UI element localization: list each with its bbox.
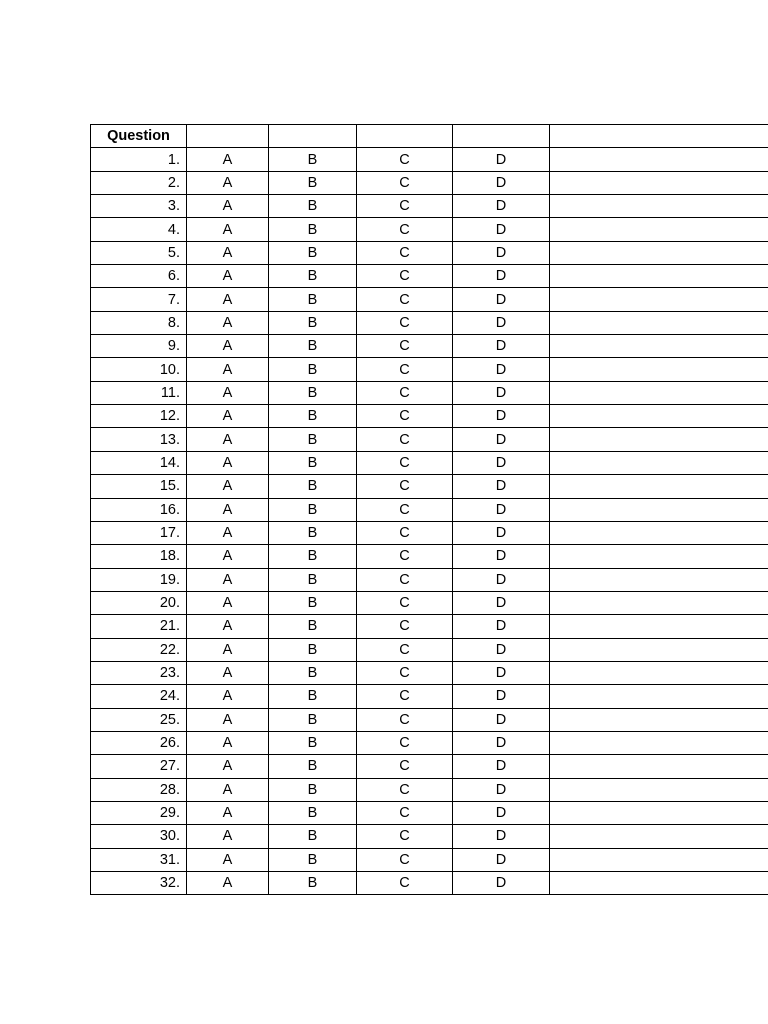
answer-blank-cell <box>550 801 768 824</box>
answer-blank-cell <box>550 778 768 801</box>
answer-blank-cell <box>550 545 768 568</box>
question-row <box>91 801 768 824</box>
question-number: 27. <box>91 755 187 778</box>
header-blank-cell <box>187 125 269 148</box>
choice-d[interactable]: D <box>453 311 550 334</box>
answer-blank-cell <box>550 498 768 521</box>
question-row <box>91 615 768 638</box>
answer-blank-cell <box>550 475 768 498</box>
choice-c[interactable]: C <box>357 872 453 895</box>
answer-blank-cell <box>550 568 768 591</box>
choice-a[interactable]: A <box>187 451 269 474</box>
question-number: 20. <box>91 591 187 614</box>
question-number: 15. <box>91 475 187 498</box>
choice-a[interactable]: A <box>187 405 269 428</box>
choice-c[interactable]: C <box>357 615 453 638</box>
question-row <box>91 451 768 474</box>
question-number: 18. <box>91 545 187 568</box>
answer-blank-cell <box>550 195 768 218</box>
question-row <box>91 498 768 521</box>
choice-b[interactable]: B <box>269 872 357 895</box>
choice-a[interactable]: A <box>187 265 269 288</box>
choice-c[interactable]: C <box>357 801 453 824</box>
answer-blank-cell <box>550 615 768 638</box>
answer-blank-cell <box>550 638 768 661</box>
choice-d[interactable]: D <box>453 801 550 824</box>
choice-a[interactable]: A <box>187 335 269 358</box>
question-number: 23. <box>91 661 187 684</box>
question-row <box>91 661 768 684</box>
choice-c[interactable]: C <box>357 731 453 754</box>
choice-a[interactable]: A <box>187 545 269 568</box>
choice-c[interactable]: C <box>357 498 453 521</box>
question-row <box>91 288 768 311</box>
choice-c[interactable]: C <box>357 708 453 731</box>
choice-c[interactable]: C <box>357 475 453 498</box>
question-number: 26. <box>91 731 187 754</box>
question-number: 12. <box>91 405 187 428</box>
choice-d[interactable]: D <box>453 195 550 218</box>
choice-a[interactable]: A <box>187 148 269 171</box>
choice-b[interactable]: B <box>269 148 357 171</box>
question-row <box>91 825 768 848</box>
answer-blank-cell <box>550 521 768 544</box>
choice-d[interactable]: D <box>453 591 550 614</box>
question-row <box>91 218 768 241</box>
choice-b[interactable]: B <box>269 825 357 848</box>
header-blank-cell <box>550 125 768 148</box>
choice-b[interactable]: B <box>269 381 357 404</box>
choice-a[interactable]: A <box>187 872 269 895</box>
choice-b[interactable]: B <box>269 405 357 428</box>
header-blank-cell <box>357 125 453 148</box>
choice-b[interactable]: B <box>269 545 357 568</box>
choice-b[interactable]: B <box>269 685 357 708</box>
choice-d[interactable]: D <box>453 521 550 544</box>
choice-d[interactable]: D <box>453 265 550 288</box>
choice-c[interactable]: C <box>357 358 453 381</box>
choice-b[interactable]: B <box>269 241 357 264</box>
choice-c[interactable]: C <box>357 848 453 871</box>
question-number: 16. <box>91 498 187 521</box>
question-number: 7. <box>91 288 187 311</box>
choice-a[interactable]: A <box>187 218 269 241</box>
choice-b[interactable]: B <box>269 358 357 381</box>
choice-b[interactable]: B <box>269 288 357 311</box>
choice-b[interactable]: B <box>269 755 357 778</box>
choice-b[interactable]: B <box>269 171 357 194</box>
answer-sheet-body <box>91 125 768 895</box>
answer-blank-cell <box>550 148 768 171</box>
choice-a[interactable]: A <box>187 848 269 871</box>
question-number: 19. <box>91 568 187 591</box>
choice-c[interactable]: C <box>357 195 453 218</box>
choice-a[interactable]: A <box>187 731 269 754</box>
question-number: 9. <box>91 335 187 358</box>
answer-blank-cell <box>550 848 768 871</box>
choice-a[interactable]: A <box>187 755 269 778</box>
answer-blank-cell <box>550 358 768 381</box>
answer-blank-cell <box>550 872 768 895</box>
choice-c[interactable]: C <box>357 755 453 778</box>
header-blank-cell <box>453 125 550 148</box>
choice-d[interactable]: D <box>453 708 550 731</box>
choice-a[interactable]: A <box>187 428 269 451</box>
choice-a[interactable]: A <box>187 195 269 218</box>
choice-c[interactable]: C <box>357 218 453 241</box>
question-number: 32. <box>91 872 187 895</box>
choice-a[interactable]: A <box>187 568 269 591</box>
choice-a[interactable]: A <box>187 638 269 661</box>
question-number: 6. <box>91 265 187 288</box>
question-row <box>91 171 768 194</box>
question-row <box>91 685 768 708</box>
question-number: 22. <box>91 638 187 661</box>
choice-c[interactable]: C <box>357 381 453 404</box>
question-number: 4. <box>91 218 187 241</box>
choice-d[interactable]: D <box>453 475 550 498</box>
choice-d[interactable]: D <box>453 848 550 871</box>
choice-c[interactable]: C <box>357 148 453 171</box>
choice-b[interactable]: B <box>269 335 357 358</box>
question-row <box>91 428 768 451</box>
question-number: 21. <box>91 615 187 638</box>
choice-d[interactable]: D <box>453 288 550 311</box>
choice-a[interactable]: A <box>187 358 269 381</box>
choice-d[interactable]: D <box>453 545 550 568</box>
answer-blank-cell <box>550 708 768 731</box>
choice-c[interactable]: C <box>357 171 453 194</box>
choice-d[interactable]: D <box>453 358 550 381</box>
choice-b[interactable]: B <box>269 521 357 544</box>
question-number: 3. <box>91 195 187 218</box>
answer-blank-cell <box>550 451 768 474</box>
choice-a[interactable]: A <box>187 381 269 404</box>
choice-d[interactable]: D <box>453 755 550 778</box>
choice-d[interactable]: D <box>453 171 550 194</box>
question-number: 14. <box>91 451 187 474</box>
choice-b[interactable]: B <box>269 451 357 474</box>
choice-d[interactable]: D <box>453 778 550 801</box>
choice-d[interactable]: D <box>453 615 550 638</box>
choice-c[interactable]: C <box>357 591 453 614</box>
question-row <box>91 568 768 591</box>
choice-a[interactable]: A <box>187 521 269 544</box>
question-number: 30. <box>91 825 187 848</box>
question-row <box>91 475 768 498</box>
choice-b[interactable]: B <box>269 218 357 241</box>
choice-c[interactable]: C <box>357 311 453 334</box>
question-row <box>91 591 768 614</box>
choice-d[interactable]: D <box>453 568 550 591</box>
question-number: 29. <box>91 801 187 824</box>
question-header: Question <box>91 125 187 148</box>
choice-a[interactable]: A <box>187 475 269 498</box>
question-number: 8. <box>91 311 187 334</box>
choice-b[interactable]: B <box>269 498 357 521</box>
choice-d[interactable]: D <box>453 661 550 684</box>
choice-b[interactable]: B <box>269 708 357 731</box>
question-row <box>91 311 768 334</box>
answer-blank-cell <box>550 755 768 778</box>
question-number: 25. <box>91 708 187 731</box>
question-number: 2. <box>91 171 187 194</box>
question-number: 13. <box>91 428 187 451</box>
choice-c[interactable]: C <box>357 568 453 591</box>
choice-a[interactable]: A <box>187 708 269 731</box>
question-row <box>91 848 768 871</box>
question-row <box>91 358 768 381</box>
header-blank-cell <box>269 125 357 148</box>
question-row <box>91 241 768 264</box>
question-row <box>91 731 768 754</box>
answer-blank-cell <box>550 241 768 264</box>
answer-blank-cell <box>550 428 768 451</box>
choice-d[interactable]: D <box>453 335 550 358</box>
answer-sheet-table <box>90 124 768 895</box>
answer-blank-cell <box>550 661 768 684</box>
choice-d[interactable]: D <box>453 638 550 661</box>
question-row <box>91 545 768 568</box>
choice-b[interactable]: B <box>269 638 357 661</box>
choice-c[interactable]: C <box>357 265 453 288</box>
question-row <box>91 872 768 895</box>
question-row <box>91 638 768 661</box>
choice-d[interactable]: D <box>453 428 550 451</box>
question-row <box>91 755 768 778</box>
choice-b[interactable]: B <box>269 661 357 684</box>
choice-d[interactable]: D <box>453 731 550 754</box>
choice-a[interactable]: A <box>187 288 269 311</box>
answer-blank-cell <box>550 311 768 334</box>
answer-blank-cell <box>550 405 768 428</box>
choice-c[interactable]: C <box>357 638 453 661</box>
question-row <box>91 195 768 218</box>
choice-c[interactable]: C <box>357 778 453 801</box>
choice-b[interactable]: B <box>269 801 357 824</box>
answer-blank-cell <box>550 731 768 754</box>
choice-b[interactable]: B <box>269 568 357 591</box>
question-number: 28. <box>91 778 187 801</box>
choice-a[interactable]: A <box>187 311 269 334</box>
answer-blank-cell <box>550 825 768 848</box>
choice-b[interactable]: B <box>269 615 357 638</box>
answer-blank-cell <box>550 335 768 358</box>
answer-blank-cell <box>550 171 768 194</box>
choice-b[interactable]: B <box>269 731 357 754</box>
choice-d[interactable]: D <box>453 241 550 264</box>
choice-a[interactable]: A <box>187 661 269 684</box>
choice-d[interactable]: D <box>453 405 550 428</box>
question-number: 1. <box>91 148 187 171</box>
choice-c[interactable]: C <box>357 661 453 684</box>
choice-d[interactable]: D <box>453 148 550 171</box>
choice-a[interactable]: A <box>187 778 269 801</box>
question-number: 24. <box>91 685 187 708</box>
choice-c[interactable]: C <box>357 451 453 474</box>
choice-d[interactable]: D <box>453 218 550 241</box>
question-row <box>91 521 768 544</box>
question-number: 10. <box>91 358 187 381</box>
choice-c[interactable]: C <box>357 825 453 848</box>
choice-c[interactable]: C <box>357 545 453 568</box>
choice-a[interactable]: A <box>187 171 269 194</box>
question-row <box>91 708 768 731</box>
question-number: 31. <box>91 848 187 871</box>
choice-d[interactable]: D <box>453 872 550 895</box>
answer-blank-cell <box>550 685 768 708</box>
choice-b[interactable]: B <box>269 195 357 218</box>
question-row <box>91 148 768 171</box>
choice-a[interactable]: A <box>187 825 269 848</box>
choice-b[interactable]: B <box>269 475 357 498</box>
answer-blank-cell <box>550 591 768 614</box>
answer-blank-cell <box>550 218 768 241</box>
choice-d[interactable]: D <box>453 685 550 708</box>
choice-b[interactable]: B <box>269 265 357 288</box>
answer-blank-cell <box>550 265 768 288</box>
choice-a[interactable]: A <box>187 591 269 614</box>
choice-d[interactable]: D <box>453 498 550 521</box>
choice-c[interactable]: C <box>357 521 453 544</box>
choice-c[interactable]: C <box>357 685 453 708</box>
question-number: 5. <box>91 241 187 264</box>
question-number: 17. <box>91 521 187 544</box>
choice-c[interactable]: C <box>357 428 453 451</box>
question-row <box>91 778 768 801</box>
choice-a[interactable]: A <box>187 685 269 708</box>
question-row <box>91 405 768 428</box>
choice-b[interactable]: B <box>269 428 357 451</box>
choice-c[interactable]: C <box>357 405 453 428</box>
question-number: 11. <box>91 381 187 404</box>
question-row <box>91 265 768 288</box>
choice-d[interactable]: D <box>453 825 550 848</box>
choice-c[interactable]: C <box>357 288 453 311</box>
question-row <box>91 335 768 358</box>
choice-a[interactable]: A <box>187 241 269 264</box>
header-row <box>91 125 768 148</box>
choice-b[interactable]: B <box>269 778 357 801</box>
choice-d[interactable]: D <box>453 451 550 474</box>
choice-b[interactable]: B <box>269 848 357 871</box>
choice-c[interactable]: C <box>357 335 453 358</box>
choice-c[interactable]: C <box>357 241 453 264</box>
choice-b[interactable]: B <box>269 591 357 614</box>
answer-blank-cell <box>550 288 768 311</box>
choice-b[interactable]: B <box>269 311 357 334</box>
choice-a[interactable]: A <box>187 498 269 521</box>
answer-blank-cell <box>550 381 768 404</box>
choice-a[interactable]: A <box>187 615 269 638</box>
choice-a[interactable]: A <box>187 801 269 824</box>
question-row <box>91 381 768 404</box>
choice-d[interactable]: D <box>453 381 550 404</box>
